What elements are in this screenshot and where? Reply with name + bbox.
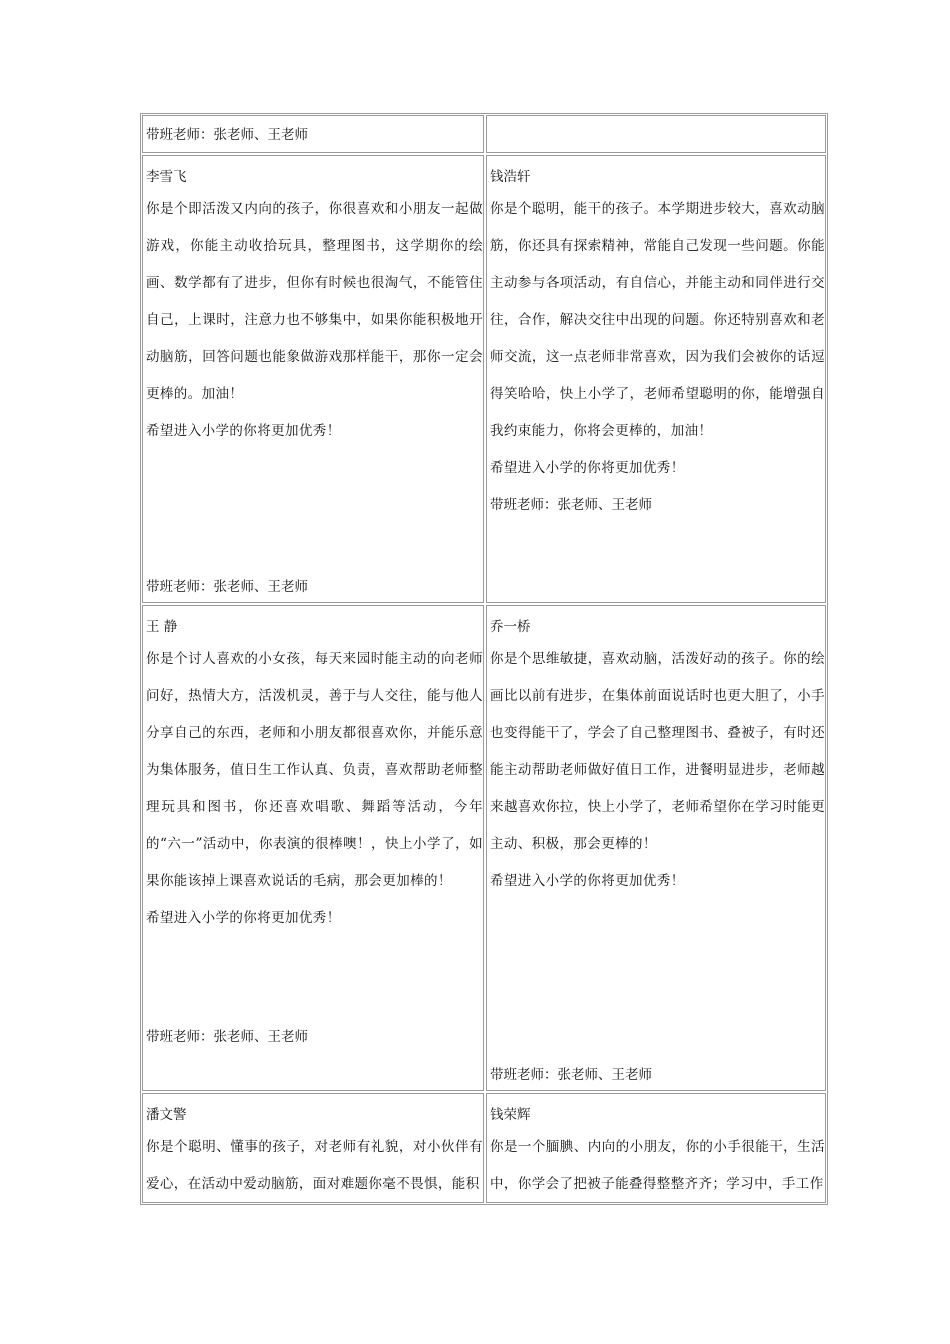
table-cell: [142, 115, 484, 153]
comments-table: [140, 113, 828, 1205]
student-name: 王 静: [146, 619, 178, 635]
student-name: 李雪飞: [146, 169, 187, 185]
student-name: 钱浩轩: [490, 169, 531, 185]
comment-text: 你是一个腼腆、内向的小朋友，你的小手很能干，生活中，你学会了把被子能叠得整整齐齐；学习中，手工作: [490, 1139, 825, 1192]
wish-text: 希望进入小学的你将更加优秀！: [146, 423, 341, 439]
comment-text: 你是个讨人喜欢的小女孩，每天来园时能主动的向老师问好，热情大方，活泼机灵，善于与人交往，能与他人分享自己的东西，老师和小朋友都很喜欢你，并能乐意为集体服务，值日生工作认真、负责，喜欢帮助老师整理玩具和图书，你还喜欢唱歌、舞蹈等活动，今年的“六一”活动中，你表演的很棒噢！，快上小学了，如果你能该掉上课喜欢说话的毛病，那会更加棒的！: [146, 651, 483, 889]
table-row: [141, 154, 827, 604]
wish-text: 希望进入小学的你将更加优秀！: [490, 873, 685, 889]
student-name: 钱荣辉: [490, 1107, 531, 1123]
student-comment-cell: [142, 1093, 484, 1203]
table-row: [141, 1092, 827, 1204]
student-comment-cell: [486, 155, 826, 603]
student-name: 潘文警: [146, 1107, 187, 1123]
teacher-signature: 带班老师：张老师、王老师: [490, 1067, 652, 1083]
teacher-signature: 带班老师：张老师、王老师: [490, 497, 652, 513]
comment-text: 你是个即活泼又内向的孩子，你很喜欢和小朋友一起做游戏，你能主动收拾玩具，整理图书，这学期你的绘画、数学都有了进步，但你有时候也很淘气，不能管住自己，上课时，注意力也不够集中，如果你能积极地开动脑筋，回答问题也能象做游戏那样能干，那你一定会更棒的。加油！: [146, 201, 483, 402]
student-comment-cell: [142, 605, 484, 1091]
teacher-signature: 带班老师：张老师、王老师: [146, 127, 308, 143]
teacher-signature: 带班老师：张老师、王老师: [146, 579, 308, 595]
table-cell: [486, 115, 826, 153]
comment-text: 你是个聪明，能干的孩子。本学期进步较大，喜欢动脑筋，你还具有探索精神，常能自己发现一些问题。你能主动参与各项活动，有自信心，并能主动和同伴进行交往，合作，解决交往中出现的问题。你还特别喜欢和老师交流，这一点老师非常喜欢，因为我们会被你的话逗得笑哈哈，快上小学了，老师希望聪明的你，能增强自我约束能力，你将会更棒的，加油！: [490, 201, 825, 439]
student-comment-cell: [142, 155, 484, 603]
student-name: 乔一桥: [490, 619, 531, 635]
table-row: [141, 114, 827, 154]
teacher-signature: 带班老师：张老师、王老师: [146, 1029, 308, 1045]
wish-text: 希望进入小学的你将更加优秀！: [490, 460, 685, 476]
student-comment-cell: [486, 605, 826, 1091]
student-comment-cell: [486, 1093, 826, 1203]
table-row: [141, 604, 827, 1092]
comment-text: 你是个思维敏捷，喜欢动脑，活泼好动的孩子。你的绘画比以前有进步，在集体前面说话时也更大胆了，小手也变得能干了，学会了自己整理图书、叠被子，有时还能主动帮助老师做好值日工作，进餐明显进步，老师越来越喜欢你拉，快上小学了，老师希望你在学习时能更主动、积极，那会更棒的！: [490, 651, 825, 852]
comment-text: 你是个聪明、懂事的孩子，对老师有礼貌，对小伙伴有爱心，在活动中爱动脑筋，面对难题你毫不畏惧，能积: [146, 1139, 483, 1192]
wish-text: 希望进入小学的你将更加优秀！: [146, 910, 341, 926]
